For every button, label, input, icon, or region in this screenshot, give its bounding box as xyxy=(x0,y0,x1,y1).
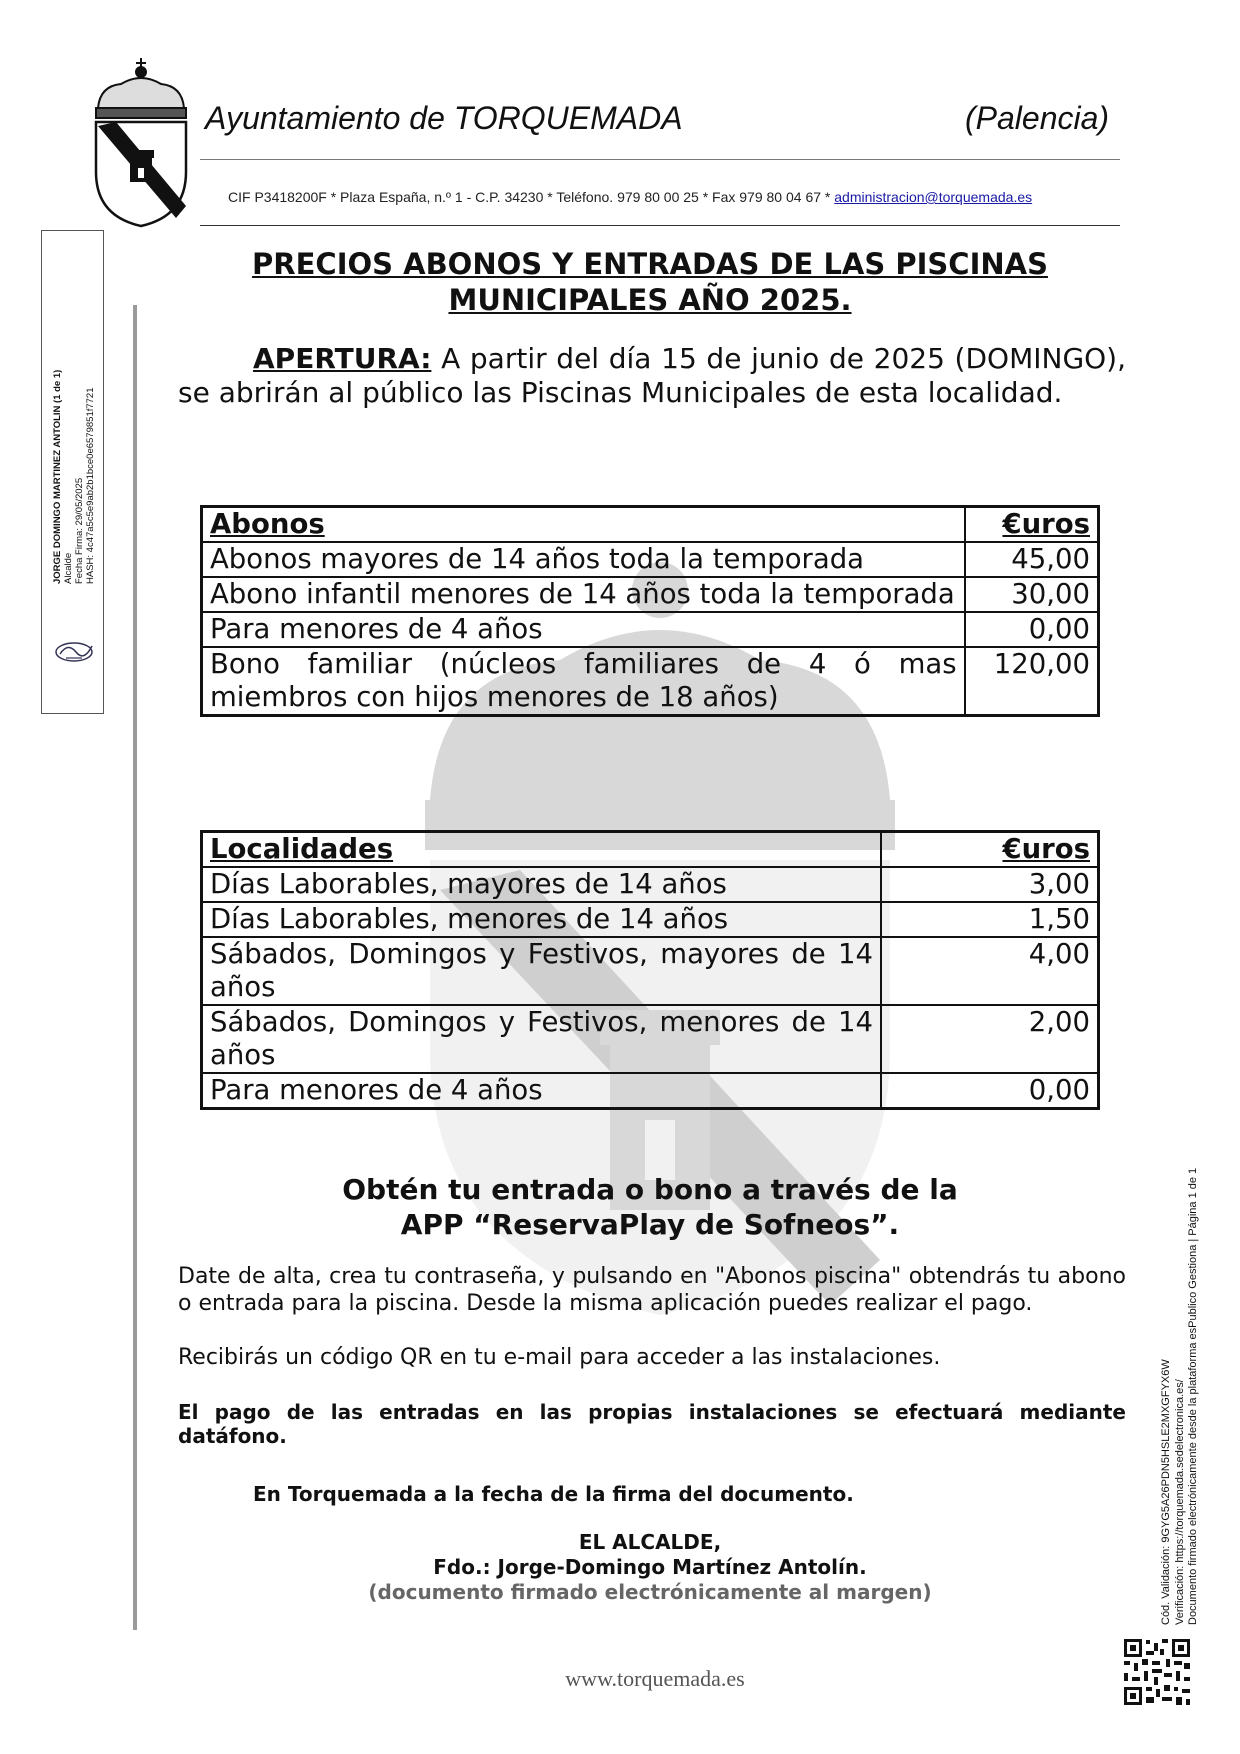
row-desc: Días Laborables, menores de 14 años xyxy=(202,902,882,937)
table-row xyxy=(202,1005,1099,1073)
apertura-text: A partir del día 15 de junio de 2025 (DOMINGO), se abrirán al público las Piscinas Municipales de esta localidad. xyxy=(178,342,1126,409)
abonos-table xyxy=(200,505,1100,717)
row-price: 0,00 xyxy=(965,612,1099,647)
signature-date: Fecha Firma: 29/05/2025 xyxy=(74,477,85,584)
row-price: 3,00 xyxy=(881,867,1098,902)
table-row xyxy=(202,577,1099,612)
row-price: 45,00 xyxy=(965,542,1099,577)
table-row xyxy=(202,542,1099,577)
contact-details: CIF P3418200F * Plaza España, n.º 1 - C.P. 34230 * Teléfono. 979 80 00 25 * Fax 979 80 04 67 * xyxy=(228,189,835,205)
abonos-header-desc: Abonos xyxy=(202,507,965,543)
coat-of-arms-logo xyxy=(86,56,196,228)
row-price: 0,00 xyxy=(881,1073,1098,1109)
document-title-line1: PRECIOS ABONOS Y ENTRADAS DE LAS PISCINAS xyxy=(252,247,1048,281)
app-heading-line2: APP “ReservaPlay de Sofneos”. xyxy=(400,1208,900,1241)
signer-name: JORGE DOMINGO MARTINEZ ANTOLIN (1 de 1) xyxy=(52,369,63,584)
table-row xyxy=(202,1073,1099,1109)
row-price: 1,50 xyxy=(881,902,1098,937)
header-divider xyxy=(200,159,1120,160)
table-row xyxy=(202,902,1099,937)
margin-bar xyxy=(133,305,137,1630)
app-instructions: Date de alta, crea tu contraseña, y pulsando en "Abonos piscina" obtendrás tu abono o entrada para la piscina. Desde la misma aplicación puedes realizar el pago. xyxy=(178,1264,1126,1316)
abonos-header-price: €uros xyxy=(965,507,1099,543)
signer-role: Alcalde xyxy=(63,552,74,584)
app-heading-line1: Obtén tu entrada o bono a través de la xyxy=(342,1173,958,1206)
row-desc: Abonos mayores de 14 años toda la temporada xyxy=(202,542,965,577)
apertura-paragraph xyxy=(178,342,1126,410)
verification-url: Verificación: https://torquemada.sedelectronica.es/ xyxy=(1173,1379,1186,1625)
apertura-label: APERTURA: xyxy=(253,342,432,375)
localidades-header-price: €uros xyxy=(881,832,1098,868)
footer-website[interactable]: www.torquemada.es xyxy=(565,1666,745,1691)
signature-stamp-icon xyxy=(52,636,96,666)
table-header-row xyxy=(202,832,1099,868)
signature-details xyxy=(52,370,96,584)
table-row xyxy=(202,612,1099,647)
document-title xyxy=(180,246,1120,318)
header-contact xyxy=(228,189,1032,205)
header-province: (Palencia) xyxy=(965,100,1110,136)
validation-info xyxy=(1160,1168,1201,1625)
header-title: Ayuntamiento de TORQUEMADA xyxy=(205,100,683,136)
row-desc: Días Laborables, mayores de 14 años xyxy=(202,867,882,902)
row-desc: Sábados, Domingos y Festivos, mayores de 14 años xyxy=(202,937,882,1005)
localidades-table xyxy=(200,830,1100,1110)
closing-date-line: En Torquemada a la fecha de la firma del documento. xyxy=(253,1482,854,1506)
document-title-line2: MUNICIPALES AÑO 2025. xyxy=(448,283,852,317)
app-heading xyxy=(180,1172,1120,1242)
table-row xyxy=(202,867,1099,902)
electronic-signature-note: (documento firmado electrónicamente al margen) xyxy=(368,1580,932,1604)
row-desc: Bono familiar (núcleos familiares de 4 ó mas miembros con hijos menores de 18 años) xyxy=(202,647,965,716)
signer-title: EL ALCALDE, xyxy=(578,1530,722,1554)
row-price: 2,00 xyxy=(881,1005,1098,1073)
row-price: 30,00 xyxy=(965,577,1099,612)
table-row xyxy=(202,937,1099,1005)
row-desc: Para menores de 4 años xyxy=(202,1073,882,1109)
localidades-header-desc: Localidades xyxy=(202,832,882,868)
row-desc: Abono infantil menores de 14 años toda la temporada xyxy=(202,577,965,612)
table-row xyxy=(202,647,1099,716)
validation-code: Cód. Validación: 9GYG5A26PDN5HSLE2MXGFYX6W xyxy=(1160,1359,1172,1625)
qr-notice: Recibirás un código QR en tu e-mail para acceder a las instalaciones. xyxy=(178,1345,941,1370)
row-price: 4,00 xyxy=(881,937,1098,1005)
email-link[interactable]: administracion@torquemada.es xyxy=(834,189,1033,205)
row-price: 120,00 xyxy=(965,647,1099,716)
signature-block xyxy=(200,1530,1100,1605)
payment-note: El pago de las entradas en las propias instalaciones se efectuará mediante datáfono. xyxy=(178,1400,1126,1448)
platform-note: Documento firmado electrónicamente desde la plataforma esPublico Gestiona | Página 1 de 1 xyxy=(1187,1167,1199,1625)
signature-hash: HASH: 4c47a5c5e9ab2b1bce0e6579851f7721 xyxy=(85,387,96,584)
signer-signature: Fdo.: Jorge-Domingo Martínez Antolín. xyxy=(433,1555,867,1579)
header-divider-bottom xyxy=(200,225,1120,226)
row-desc: Para menores de 4 años xyxy=(202,612,965,647)
row-desc: Sábados, Domingos y Festivos, menores de 14 años xyxy=(202,1005,882,1073)
table-header-row xyxy=(202,507,1099,543)
